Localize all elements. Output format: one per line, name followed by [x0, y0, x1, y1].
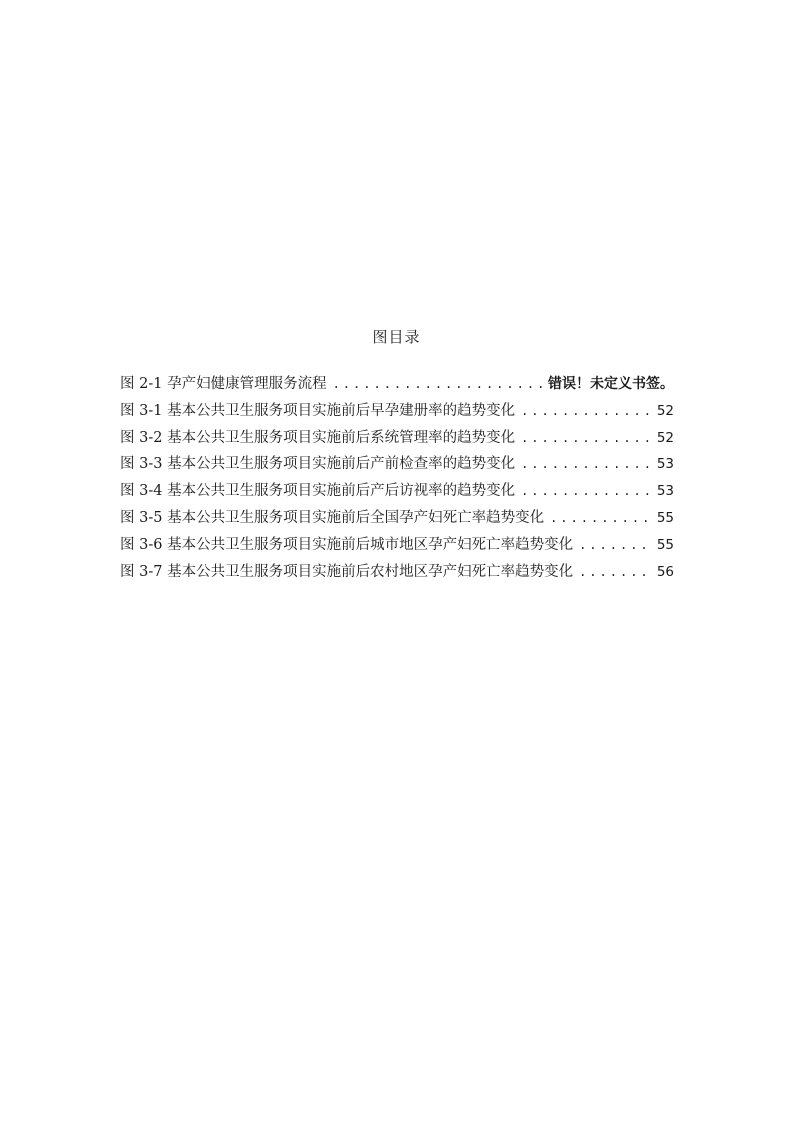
- toc-entry-page: 53: [656, 456, 674, 473]
- toc-dot-leader: [521, 457, 649, 471]
- toc-entry-page: 53: [656, 483, 674, 500]
- toc-entry-page: 55: [656, 536, 674, 553]
- toc-dot-leader: [579, 565, 649, 579]
- toc-entry[interactable]: [120, 533, 674, 560]
- toc-entry[interactable]: [120, 506, 674, 533]
- toc-title: 图目录: [372, 328, 421, 346]
- toc-entry[interactable]: [120, 426, 674, 453]
- toc-entry-page: 52: [656, 402, 674, 419]
- toc-list: [120, 372, 674, 586]
- toc-dot-leader: [521, 404, 649, 418]
- toc-dot-leader: [521, 484, 649, 498]
- toc-entry-label: 图 3-2 基本公共卫生服务项目实施前后系统管理率的趋势变化: [120, 429, 516, 446]
- toc-entry-label: 图 3-1 基本公共卫生服务项目实施前后早孕建册率的趋势变化: [120, 402, 516, 419]
- toc-entry-page: 错误！未定义书签。: [548, 376, 674, 392]
- toc-entry[interactable]: [120, 452, 674, 479]
- toc-entry-label: 图 3-3 基本公共卫生服务项目实施前后产前检查率的趋势变化: [120, 456, 516, 473]
- toc-dot-leader: [579, 538, 649, 552]
- toc-entry-label: 图 3-6 基本公共卫生服务项目实施前后城市地区孕产妇死亡率趋势变化: [120, 536, 574, 553]
- toc-entry-page: 52: [656, 429, 674, 446]
- toc-dot-leader: [521, 431, 649, 445]
- toc-entry-page: 55: [656, 509, 674, 526]
- toc-entry-label: 图 3-4 基本公共卫生服务项目实施前后产后访视率的趋势变化: [120, 483, 516, 500]
- toc-entry[interactable]: [120, 479, 674, 506]
- toc-entry[interactable]: [120, 399, 674, 426]
- toc-entry[interactable]: [120, 560, 674, 587]
- toc-dot-leader: [333, 377, 546, 391]
- toc-entry-page: 56: [656, 563, 674, 580]
- toc-entry-label: 图 3-7 基本公共卫生服务项目实施前后农村地区孕产妇死亡率趋势变化: [120, 563, 574, 580]
- toc-entry[interactable]: [120, 372, 674, 399]
- toc-dot-leader: [550, 511, 649, 525]
- toc-entry-label: 图 2-1 孕产妇健康管理服务流程: [120, 376, 327, 392]
- toc-entry-label: 图 3-5 基本公共卫生服务项目实施前后全国孕产妇死亡率趋势变化: [120, 509, 545, 526]
